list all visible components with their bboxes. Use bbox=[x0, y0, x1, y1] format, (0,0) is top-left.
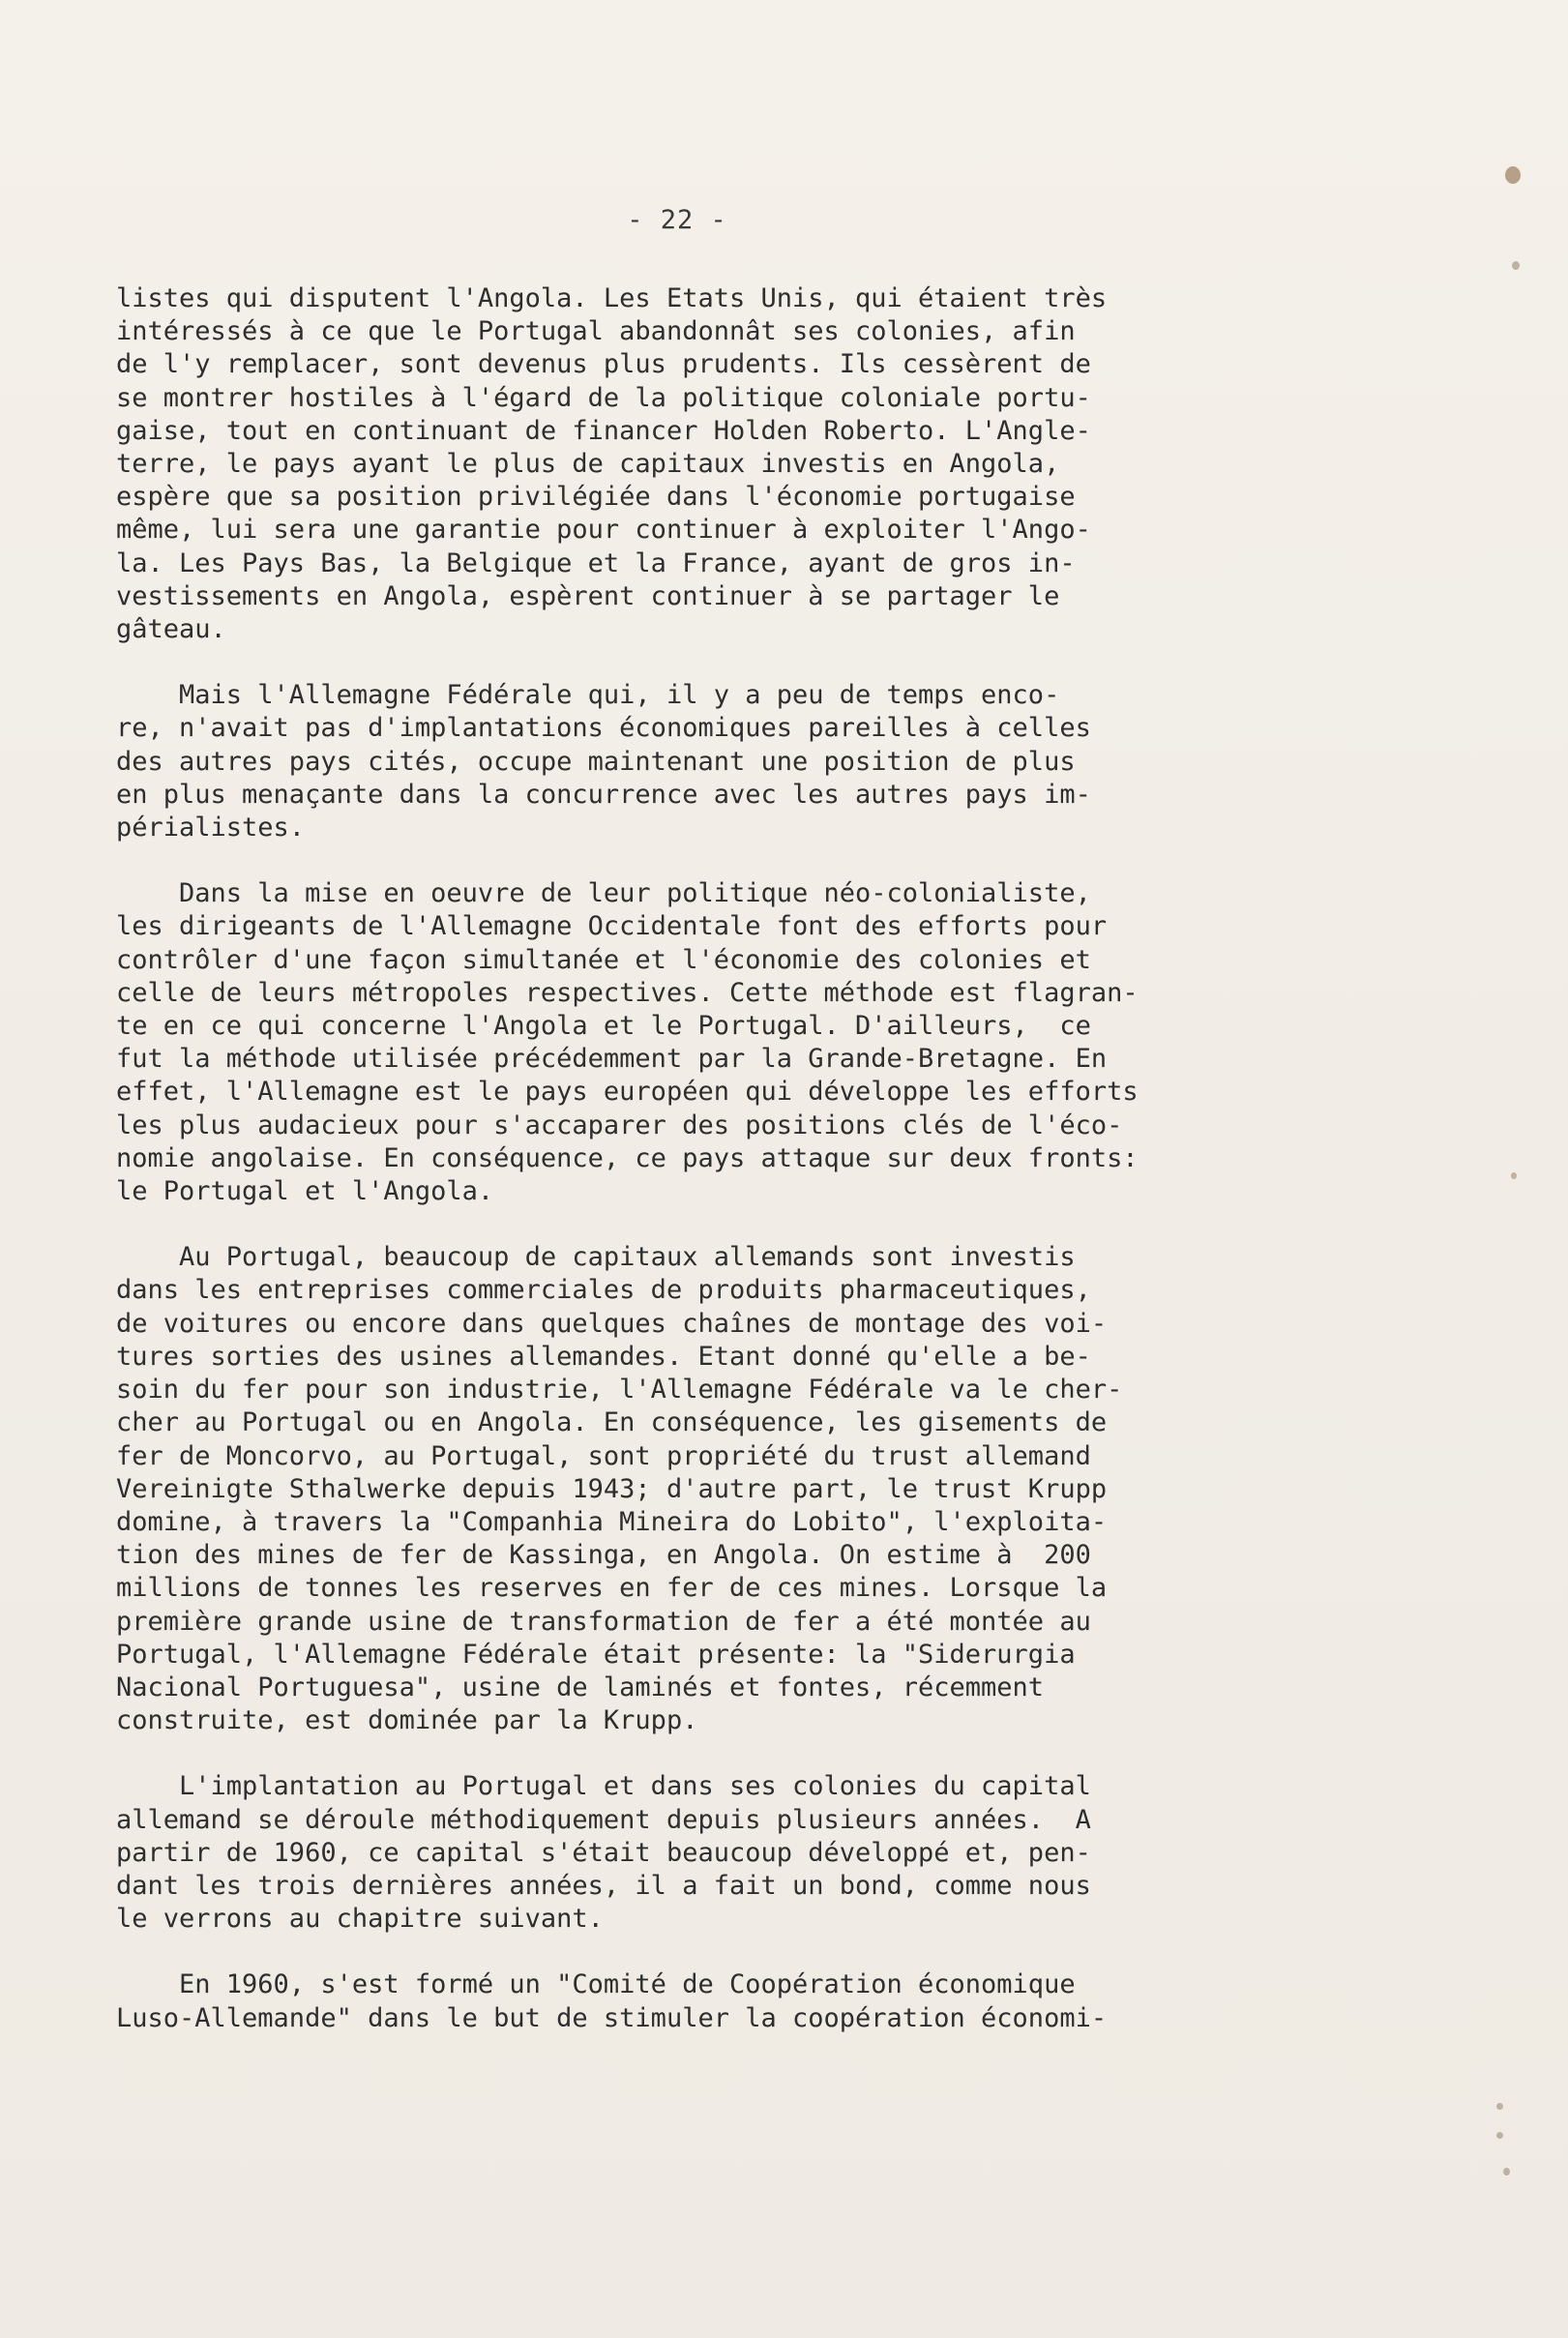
text-line: construite, est dominée par la Krupp. bbox=[116, 1705, 698, 1736]
text-line: le Portugal et l'Angola. bbox=[116, 1176, 494, 1207]
text-line: se montrer hostiles à l'égard de la politique coloniale portu- bbox=[116, 382, 1091, 413]
text-line: te en ce qui concerne l'Angola et le Portugal. D'ailleurs, ce bbox=[116, 1011, 1091, 1042]
page-number: - 22 - bbox=[627, 205, 727, 235]
text-line: contrôler d'une façon simultanée et l'économie des colonies et bbox=[116, 944, 1091, 975]
text-line: Au Portugal, beaucoup de capitaux allemands sont investis bbox=[116, 1242, 1076, 1273]
text-line: En 1960, s'est formé un "Comité de Coopération économique bbox=[116, 1969, 1076, 2000]
text-line: en plus menaçante dans la concurrence avec les autres pays im- bbox=[116, 779, 1091, 810]
text-line: millions de tonnes les reserves en fer de ces mines. Lorsque la bbox=[116, 1573, 1108, 1604]
text-line: tion des mines de fer de Kassinga, en Angola. On estime à 200 bbox=[116, 1540, 1091, 1571]
paragraph bbox=[116, 1770, 1238, 1936]
text-line: les plus audacieux pour s'accaparer des positions clés de l'éco- bbox=[116, 1110, 1123, 1140]
text-line: allemand se déroule méthodiquement depuis plusieurs années. A bbox=[116, 1804, 1091, 1835]
body-text bbox=[116, 282, 1238, 2068]
text-line: la. Les Pays Bas, la Belgique et la France, ayant de gros in- bbox=[116, 548, 1076, 578]
paper-speck bbox=[1503, 2168, 1510, 2175]
text-line: de l'y remplacer, sont devenus plus prudents. Ils cessèrent de bbox=[116, 349, 1091, 380]
text-line: des autres pays cités, occupe maintenant une position de plus bbox=[116, 746, 1076, 777]
text-line: fut la méthode utilisée précédemment par la Grande-Bretagne. En bbox=[116, 1044, 1108, 1075]
text-line: Mais l'Allemagne Fédérale qui, il y a peu de temps enco- bbox=[116, 680, 1060, 711]
paragraph bbox=[116, 679, 1238, 844]
text-line: Luso-Allemande" dans le but de stimuler la coopération économi- bbox=[116, 2002, 1108, 2033]
text-line: Vereinigte Sthalwerke depuis 1943; d'autre part, le trust Krupp bbox=[116, 1473, 1108, 1504]
text-line: Nacional Portuguesa", usine de laminés et fontes, récemment bbox=[116, 1672, 1045, 1702]
paper-speck bbox=[1511, 1172, 1517, 1179]
text-line: soin du fer pour son industrie, l'Allemagne Fédérale va le cher- bbox=[116, 1375, 1123, 1406]
text-line: tures sorties des usines allemandes. Etant donné qu'elle a be- bbox=[116, 1341, 1091, 1372]
text-line: de voitures ou encore dans quelques chaînes de montage des voi- bbox=[116, 1308, 1108, 1339]
text-line: fer de Moncorvo, au Portugal, sont propriété du trust allemand bbox=[116, 1440, 1091, 1471]
text-line: nomie angolaise. En conséquence, ce pays attaque sur deux fronts: bbox=[116, 1142, 1139, 1173]
paper-speck bbox=[1496, 2103, 1503, 2110]
text-line: gaise, tout en continuant de financer Holden Roberto. L'Angle- bbox=[116, 415, 1091, 446]
text-line: cher au Portugal ou en Angola. En conséquence, les gisements de bbox=[116, 1407, 1108, 1438]
text-line: première grande usine de transformation de fer a été montée au bbox=[116, 1606, 1091, 1637]
paragraph bbox=[116, 282, 1238, 646]
paper-speck bbox=[1505, 166, 1521, 184]
text-line: Portugal, l'Allemagne Fédérale était présente: la "Siderurgia bbox=[116, 1639, 1076, 1670]
paragraph bbox=[116, 1241, 1238, 1737]
text-line: listes qui disputent l'Angola. Les Etats Unis, qui étaient très bbox=[116, 283, 1108, 313]
text-line: dans les entreprises commerciales de produits pharmaceutiques, bbox=[116, 1275, 1091, 1306]
text-line: gâteau. bbox=[116, 614, 226, 645]
text-line: effet, l'Allemagne est le pays européen qui développe les efforts bbox=[116, 1077, 1139, 1108]
text-line: le verrons au chapitre suivant. bbox=[116, 1904, 604, 1935]
text-line: domine, à travers la "Companhia Mineira do Lobito", l'exploita- bbox=[116, 1506, 1108, 1537]
text-line: celle de leurs métropoles respectives. Cette méthode est flagran- bbox=[116, 977, 1139, 1008]
paragraph bbox=[116, 1968, 1238, 2034]
text-line: même, lui sera une garantie pour continuer à exploiter l'Ango- bbox=[116, 515, 1091, 546]
text-line: espère que sa position privilégiée dans l'économie portugaise bbox=[116, 482, 1076, 513]
text-line: dant les trois dernières années, il a fait un bond, comme nous bbox=[116, 1870, 1091, 1901]
text-line: re, n'avait pas d'implantations économiques pareilles à celles bbox=[116, 713, 1091, 744]
text-line: L'implantation au Portugal et dans ses colonies du capital bbox=[116, 1771, 1091, 1802]
text-line: vestissements en Angola, espèrent continuer à se partager le bbox=[116, 580, 1060, 611]
text-line: partir de 1960, ce capital s'était beaucoup développé et, pen- bbox=[116, 1837, 1091, 1868]
paper-speck bbox=[1512, 261, 1520, 270]
text-line: les dirigeants de l'Allemagne Occidentale font des efforts pour bbox=[116, 911, 1108, 942]
text-line: intéressés à ce que le Portugal abandonnât ses colonies, afin bbox=[116, 316, 1076, 347]
text-line: Dans la mise en oeuvre de leur politique néo-colonialiste, bbox=[116, 878, 1091, 909]
paper-speck bbox=[1496, 2132, 1503, 2139]
paragraph bbox=[116, 877, 1238, 1208]
text-line: périalistes. bbox=[116, 813, 306, 843]
text-line: terre, le pays ayant le plus de capitaux investis en Angola, bbox=[116, 449, 1060, 480]
